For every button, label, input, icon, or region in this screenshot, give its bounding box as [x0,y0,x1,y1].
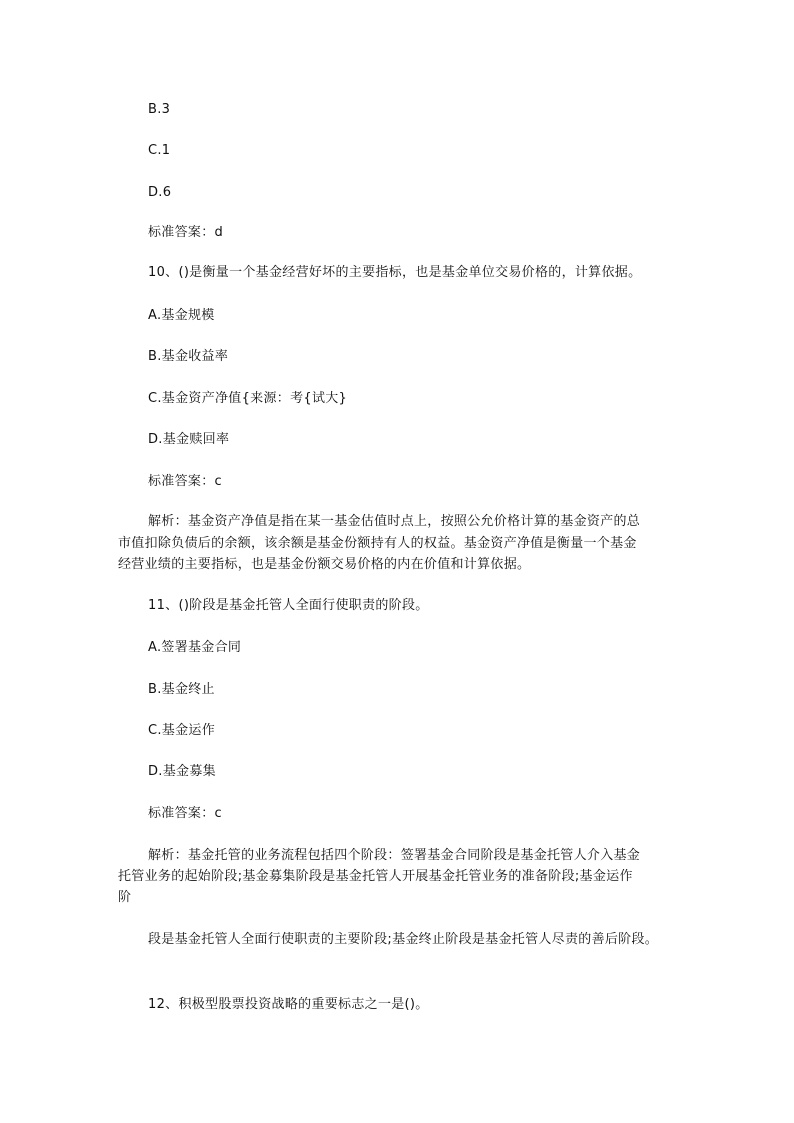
q10-option-a: A.基金规模 [148,308,215,323]
q11-answer: 标准答案：c [148,806,222,821]
q11-analysis-line1: 解析：基金托管的业务流程包括四个阶段：签署基金合同阶段是基金托管人介入基金 [148,848,641,863]
q9-answer: 标准答案：d [148,225,224,240]
q10-option-b: B.基金收益率 [148,349,229,364]
q10-answer: 标准答案：c [148,474,222,489]
q9-option-c: C.1 [148,143,171,158]
q10-option-d: D.基金赎回率 [148,432,230,447]
q12-question: 12、积极型股票投资战略的重要标志之一是()。 [148,997,429,1012]
q11-option-b: B.基金终止 [148,682,215,697]
q9-option-d: D.6 [148,185,172,200]
q11-option-c: C.基金运作 [148,723,216,738]
q10-analysis-line2: 市值扣除负债后的余额，该余额是基金份额持有人的权益。基金资产净值是衡量一个基金 [118,536,637,551]
q11-analysis-line4: 段是基金托管人全面行使职责的主要阶段;基金终止阶段是基金托管人尽责的善后阶段。 [148,932,659,947]
q10-analysis-line1: 解析：基金资产净值是指在某一基金估值时点上，按照公允价格计算的基金资产的总 [148,514,641,529]
q10-question: 10、()是衡量一个基金经营好坏的主要指标，也是基金单位交易价格的，计算依据。 [148,265,642,280]
q11-option-a: A.签署基金合同 [148,640,242,655]
q10-option-c: C.基金资产净值{来源：考{试大} [148,391,348,406]
q11-question: 11、()阶段是基金托管人全面行使职责的阶段。 [148,598,429,613]
q11-analysis-line2: 托管业务的起始阶段;基金募集阶段是基金托管人开展基金托管业务的准备阶段;基金运作 [118,869,633,884]
q11-analysis-line3: 阶 [118,890,132,905]
q11-option-d: D.基金募集 [148,764,216,779]
q10-analysis-line3: 经营业绩的主要指标，也是基金份额交易价格的内在价值和计算依据。 [118,557,531,572]
q9-option-b: B.3 [148,102,171,117]
